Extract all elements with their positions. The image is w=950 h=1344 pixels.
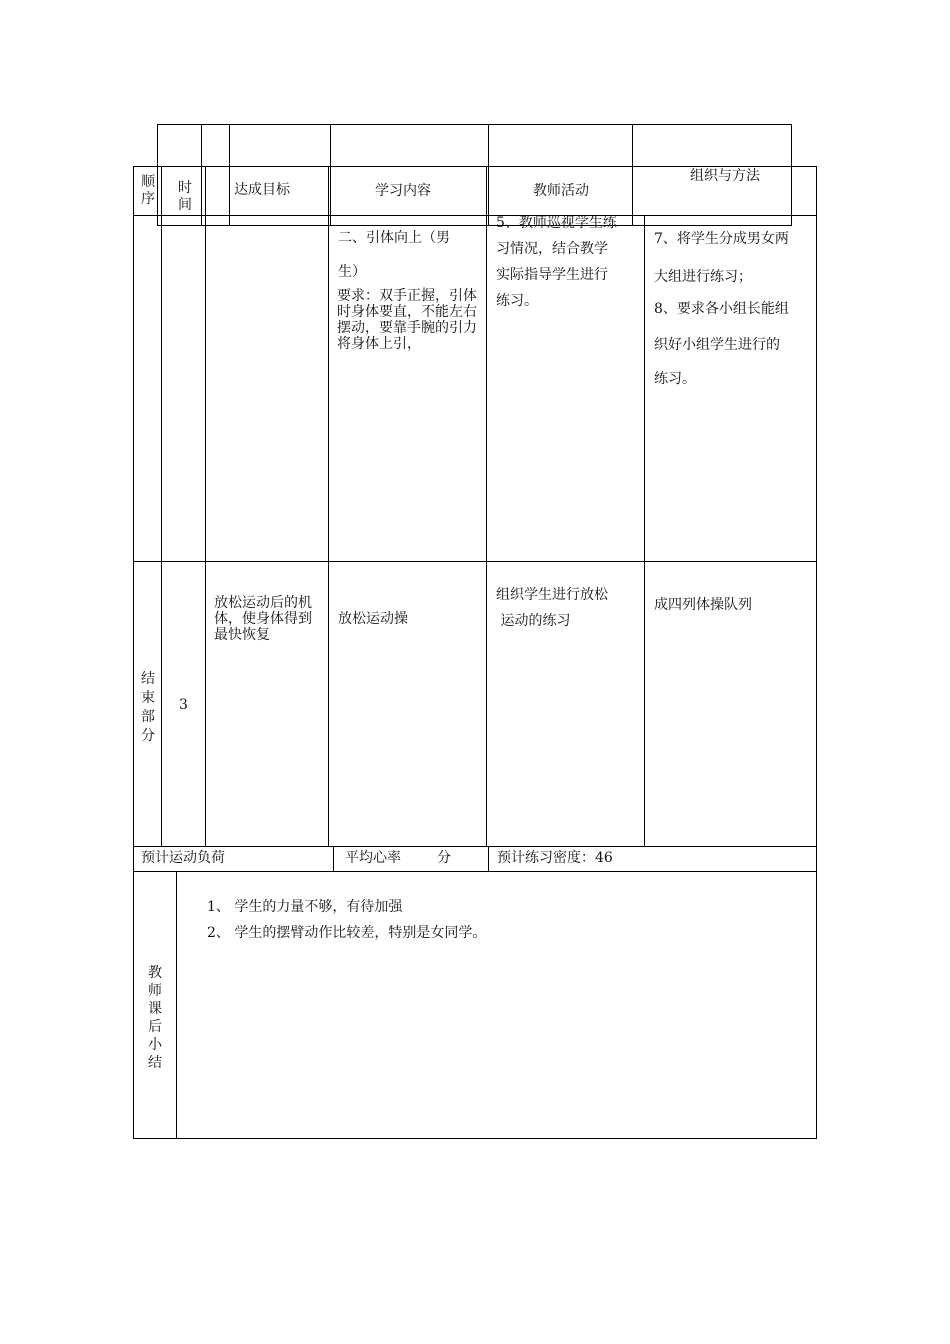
end-org: 成四列体操队列 <box>654 597 752 613</box>
content-title-line2: 生） <box>338 264 366 280</box>
org-line: 8、要求各小组长能组 <box>654 301 789 317</box>
header-org: 组织与方法 <box>690 168 760 184</box>
header-content: 学习内容 <box>375 183 431 199</box>
density-label: 预计练习密度：46 <box>497 850 613 866</box>
header-teacher: 教师活动 <box>533 183 589 199</box>
teacher-line: 5、教师巡视学生练 <box>496 215 617 231</box>
heart-rate-unit: 分 <box>437 850 451 866</box>
teacher-line: 实际指导学生进行 <box>496 267 608 283</box>
end-section-label: 结束部分 <box>141 671 155 744</box>
org-line: 大组进行练习； <box>654 269 752 285</box>
end-content: 放松运动操 <box>338 611 408 627</box>
end-teacher-line: 运动的练习 <box>496 613 571 629</box>
summary-item: 2、 学生的摆臂动作比较差，特别是女同学。 <box>207 925 487 941</box>
summary-item: 1、 学生的力量不够，有待加强 <box>207 899 403 915</box>
header-time: 时间 <box>178 180 192 213</box>
content-title-line1: 二、引体向上（男 <box>338 230 450 246</box>
end-teacher-line: 组织学生进行放松 <box>496 587 608 603</box>
end-goal: 放松运动后的机体，使身体得到最快恢复 <box>214 595 312 643</box>
org-line: 织好小组学生进行的 <box>654 337 780 353</box>
end-time: 3 <box>179 697 188 713</box>
load-label: 预计运动负荷 <box>141 850 225 866</box>
summary-label: 教师课后小结 <box>148 965 162 1071</box>
heart-rate-label: 平均心率 <box>345 850 401 866</box>
org-line: 7、将学生分成男女两 <box>654 231 789 247</box>
content-requirement: 要求：双手正握，引体时身体要直，不能左右摆动，要靠手腕的引力将身体上引， <box>337 288 477 352</box>
org-line: 练习。 <box>654 371 696 387</box>
teacher-line: 习情况，结合教学 <box>496 241 608 257</box>
header-goal: 达成目标 <box>234 182 290 198</box>
header-order: 顺序 <box>141 174 155 207</box>
teacher-line: 练习。 <box>496 293 538 309</box>
